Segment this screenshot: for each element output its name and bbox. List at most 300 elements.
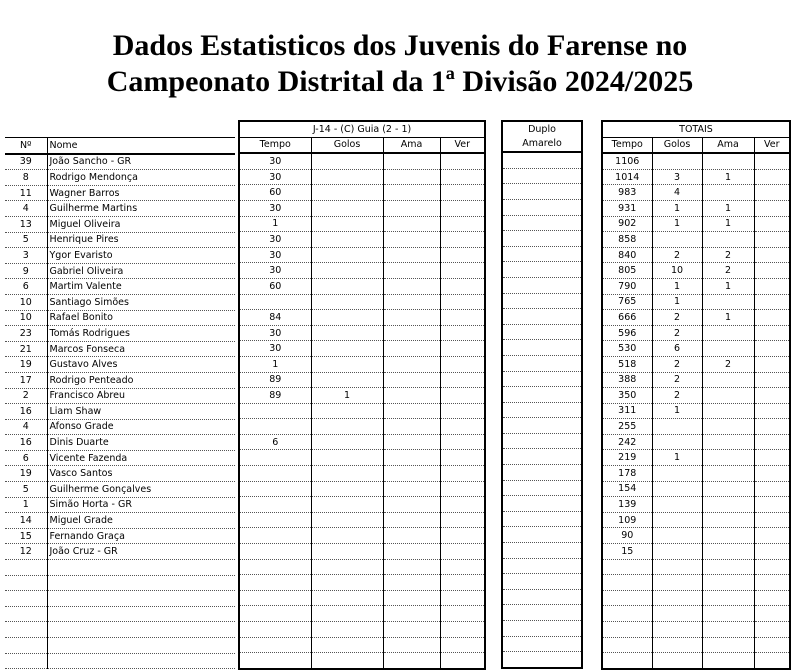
game-ama-cell [383, 544, 440, 560]
empty-cell [440, 559, 485, 575]
game-ver-cell [440, 497, 485, 513]
duplo-cell [502, 324, 582, 340]
total-golos-cell: 6 [652, 341, 702, 357]
game-ver-cell [440, 544, 485, 560]
player-name: Miguel Grade [47, 513, 235, 529]
empty-cell [239, 606, 311, 622]
empty-cell [502, 558, 582, 574]
empty-cell [47, 575, 235, 591]
total-golos-cell: 4 [652, 185, 702, 201]
total-tempo-cell: 805 [602, 263, 652, 279]
empty-row [239, 606, 485, 622]
game-tempo-cell [239, 512, 311, 528]
game-ver-cell [440, 512, 485, 528]
total-ama-cell [702, 294, 754, 310]
game-tempo-cell [239, 403, 311, 419]
empty-cell [702, 575, 754, 591]
total-ver-cell [754, 294, 790, 310]
player-number: 16 [5, 404, 47, 420]
empty-cell [383, 575, 440, 591]
player-number: 11 [5, 185, 47, 201]
empty-cell [440, 590, 485, 606]
empty-cell [47, 591, 235, 607]
total-ver-cell [754, 232, 790, 248]
game-row [239, 341, 485, 357]
player-name: Afonso Grade [47, 419, 235, 435]
duplo-row [502, 355, 582, 371]
player-name: Santiago Simões [47, 294, 235, 310]
total-ama-cell: 1 [702, 310, 754, 326]
players-header-row [5, 138, 235, 154]
player-name: Martim Valente [47, 279, 235, 295]
player-row [5, 294, 235, 310]
game-row [239, 419, 485, 435]
title-line-1: Dados Estatisticos dos Juvenis do Farense no [112, 29, 688, 62]
player-name: Guilherme Martins [47, 201, 235, 217]
totais-header-row [602, 137, 790, 153]
total-golos-cell: 2 [652, 247, 702, 263]
game-ver-cell [440, 356, 485, 372]
game-golos-cell [311, 497, 383, 513]
empty-cell [5, 653, 47, 669]
total-ama-cell: 1 [702, 200, 754, 216]
empty-cell [311, 637, 383, 653]
player-row [5, 435, 235, 451]
empty-cell [502, 589, 582, 605]
empty-row [239, 575, 485, 591]
total-tempo-cell: 154 [602, 481, 652, 497]
total-ver-cell [754, 512, 790, 528]
total-ver-cell [754, 185, 790, 201]
totais-row [602, 263, 790, 279]
game-ama-cell [383, 185, 440, 201]
game-golos-cell [311, 450, 383, 466]
duplo-cell [502, 449, 582, 465]
duplo-row [502, 371, 582, 387]
game-tempo-cell [239, 466, 311, 482]
duplo-cell [502, 231, 582, 247]
game-ama-cell [383, 356, 440, 372]
empty-row [602, 575, 790, 591]
player-number: 16 [5, 435, 47, 451]
player-number: 4 [5, 201, 47, 217]
duplo-amarelo-table [501, 120, 583, 669]
total-ver-cell [754, 200, 790, 216]
empty-row [5, 575, 235, 591]
game-ama-cell [383, 388, 440, 404]
empty-cell [383, 622, 440, 638]
player-name: Dinis Duarte [47, 435, 235, 451]
empty-cell [47, 653, 235, 669]
total-golos-cell: 10 [652, 263, 702, 279]
game-golos-cell [311, 200, 383, 216]
player-row [5, 279, 235, 295]
player-name: Vicente Fazenda [47, 450, 235, 466]
total-golos-cell: 1 [652, 403, 702, 419]
duplo-row [502, 465, 582, 481]
duplo-header-line1: Duplo [528, 123, 556, 135]
empty-row [5, 622, 235, 638]
game-golos-cell [311, 263, 383, 279]
player-number: 15 [5, 528, 47, 544]
duplo-cell [502, 262, 582, 278]
duplo-row [502, 340, 582, 356]
totais-row [602, 232, 790, 248]
game-tempo-cell: 30 [239, 341, 311, 357]
total-ama-cell [702, 544, 754, 560]
player-row [5, 216, 235, 232]
total-ama-cell [702, 512, 754, 528]
empty-cell [602, 575, 652, 591]
game-ver-cell [440, 466, 485, 482]
game-tempo-cell [239, 419, 311, 435]
total-ama-cell [702, 466, 754, 482]
game-ver-cell [440, 528, 485, 544]
empty-row [502, 574, 582, 590]
player-name: Rafael Bonito [47, 310, 235, 326]
totais-row [602, 310, 790, 326]
game-ama-cell [383, 528, 440, 544]
game-ama-cell [383, 434, 440, 450]
empty-cell [440, 637, 485, 653]
game-tempo-cell: 30 [239, 263, 311, 279]
empty-row [502, 605, 582, 621]
total-tempo-cell: 109 [602, 512, 652, 528]
game-ver-cell [440, 278, 485, 294]
game-ver-cell [440, 153, 485, 169]
game-golos-cell [311, 512, 383, 528]
empty-cell [440, 622, 485, 638]
player-name: Simão Horta - GR [47, 497, 235, 513]
total-golos-cell [652, 497, 702, 513]
game-row [239, 153, 485, 169]
total-ver-cell [754, 310, 790, 326]
totais-row [602, 466, 790, 482]
empty-cell [702, 622, 754, 638]
empty-cell [754, 606, 790, 622]
total-ama-cell: 2 [702, 263, 754, 279]
player-row [5, 372, 235, 388]
total-tempo-cell: 790 [602, 278, 652, 294]
empty-cell [754, 590, 790, 606]
duplo-header-line2: Amarelo [502, 137, 582, 153]
empty-cell [440, 606, 485, 622]
duplo-cell [502, 340, 582, 356]
player-row [5, 357, 235, 373]
empty-row [239, 637, 485, 653]
player-row [5, 232, 235, 248]
player-row [5, 419, 235, 435]
players-table [5, 137, 235, 669]
duplo-cell [502, 511, 582, 527]
duplo-cell [502, 355, 582, 371]
game-ver-cell [440, 325, 485, 341]
total-ver-cell [754, 341, 790, 357]
player-row [5, 497, 235, 513]
total-tempo-cell: 518 [602, 356, 652, 372]
total-tempo-cell: 983 [602, 185, 652, 201]
game-row [239, 263, 485, 279]
totais-table [601, 120, 791, 670]
player-number: 1 [5, 497, 47, 513]
empty-row [602, 559, 790, 575]
total-ama-cell [702, 434, 754, 450]
total-golos-cell [652, 544, 702, 560]
game-tempo-cell: 89 [239, 372, 311, 388]
duplo-row [502, 449, 582, 465]
game-tempo-cell [239, 528, 311, 544]
empty-cell [311, 590, 383, 606]
empty-cell [5, 591, 47, 607]
total-tempo-cell: 840 [602, 247, 652, 263]
empty-row [5, 638, 235, 654]
player-number: 13 [5, 216, 47, 232]
game-ama-cell [383, 232, 440, 248]
total-golos-cell [652, 419, 702, 435]
empty-row [502, 636, 582, 652]
total-tempo-cell: 139 [602, 497, 652, 513]
empty-cell [383, 637, 440, 653]
total-golos-cell: 2 [652, 388, 702, 404]
empty-cell [47, 622, 235, 638]
game-tempo-cell: 60 [239, 185, 311, 201]
total-golos-cell: 2 [652, 356, 702, 372]
player-number: 10 [5, 294, 47, 310]
empty-cell [702, 590, 754, 606]
duplo-row [502, 402, 582, 418]
total-golos-cell: 2 [652, 325, 702, 341]
empty-cell [702, 606, 754, 622]
player-row [5, 263, 235, 279]
empty-cell [652, 653, 702, 669]
player-number: 6 [5, 279, 47, 295]
player-number: 8 [5, 170, 47, 186]
game-golos-cell [311, 310, 383, 326]
game-row [239, 450, 485, 466]
player-number: 12 [5, 544, 47, 560]
total-tempo-cell: 902 [602, 216, 652, 232]
empty-row [602, 637, 790, 653]
empty-cell [5, 638, 47, 654]
empty-cell [754, 637, 790, 653]
duplo-row [502, 277, 582, 293]
game-row [239, 247, 485, 263]
empty-cell [239, 622, 311, 638]
empty-cell [311, 575, 383, 591]
totais-row [602, 497, 790, 513]
empty-cell [5, 622, 47, 638]
game-tempo-cell: 89 [239, 388, 311, 404]
empty-row [5, 591, 235, 607]
game-golos-cell [311, 294, 383, 310]
totais-row [602, 450, 790, 466]
empty-cell [383, 653, 440, 669]
player-row [5, 450, 235, 466]
duplo-cell [502, 184, 582, 200]
game-ama-cell [383, 247, 440, 263]
game-tempo-cell: 30 [239, 200, 311, 216]
duplo-cell [502, 277, 582, 293]
empty-cell [47, 606, 235, 622]
empty-cell [311, 622, 383, 638]
totais-row [602, 169, 790, 185]
game-ama-cell [383, 216, 440, 232]
game-golos-cell [311, 278, 383, 294]
total-ver-cell [754, 263, 790, 279]
total-golos-cell [652, 512, 702, 528]
empty-cell [602, 622, 652, 638]
player-row [5, 466, 235, 482]
duplo-cell [502, 293, 582, 309]
game-ama-cell [383, 481, 440, 497]
totais-row [602, 434, 790, 450]
game-tempo-cell: 30 [239, 325, 311, 341]
game-tempo-cell [239, 481, 311, 497]
player-number: 9 [5, 263, 47, 279]
player-row [5, 248, 235, 264]
game-golos-cell [311, 481, 383, 497]
totais-row [602, 512, 790, 528]
game-tempo-cell [239, 450, 311, 466]
empty-cell [502, 621, 582, 637]
game-row [239, 544, 485, 560]
empty-cell [602, 590, 652, 606]
game-header-row [239, 137, 485, 153]
totais-row [602, 294, 790, 310]
game-tempo-cell: 30 [239, 169, 311, 185]
totais-row [602, 481, 790, 497]
game-row [239, 310, 485, 326]
player-name: João Sancho - GR [47, 154, 235, 170]
total-golos-cell [652, 481, 702, 497]
game-row [239, 372, 485, 388]
game-ver-header: Ver [440, 137, 485, 153]
game-golos-cell [311, 419, 383, 435]
player-number: 21 [5, 341, 47, 357]
total-tempo-cell: 388 [602, 372, 652, 388]
game-ver-cell [440, 232, 485, 248]
player-name: Ygor Evaristo [47, 248, 235, 264]
game-ama-cell [383, 497, 440, 513]
totais-row [602, 419, 790, 435]
duplo-row [502, 293, 582, 309]
duplo-row [502, 152, 582, 168]
totais-row [602, 216, 790, 232]
empty-cell [702, 637, 754, 653]
game-ver-cell [440, 403, 485, 419]
duplo-cell [502, 371, 582, 387]
game-ver-cell [440, 247, 485, 263]
game-ver-cell [440, 294, 485, 310]
total-tempo-cell: 1014 [602, 169, 652, 185]
duplo-row [502, 511, 582, 527]
game-golos-cell [311, 372, 383, 388]
duplo-cell [502, 433, 582, 449]
totais-row [602, 185, 790, 201]
game-ver-cell [440, 216, 485, 232]
game-golos-cell [311, 247, 383, 263]
game-row [239, 185, 485, 201]
player-row [5, 528, 235, 544]
player-number: 6 [5, 450, 47, 466]
total-ama-header: Ama [702, 137, 754, 153]
total-tempo-cell: 931 [602, 200, 652, 216]
player-name: Tomás Rodrigues [47, 326, 235, 342]
player-name: Rodrigo Mendonça [47, 170, 235, 186]
empty-cell [502, 574, 582, 590]
empty-cell [383, 559, 440, 575]
total-ama-cell: 1 [702, 216, 754, 232]
duplo-cell [502, 168, 582, 184]
empty-cell [602, 637, 652, 653]
total-ver-cell [754, 419, 790, 435]
empty-row [602, 653, 790, 669]
empty-cell [652, 590, 702, 606]
game-golos-cell [311, 169, 383, 185]
duplo-cell [502, 496, 582, 512]
game-ama-cell [383, 372, 440, 388]
game-row [239, 216, 485, 232]
game-golos-cell [311, 341, 383, 357]
player-row [5, 154, 235, 170]
empty-row [5, 653, 235, 669]
name-header: Nome [47, 138, 235, 154]
total-ver-cell [754, 528, 790, 544]
game-golos-cell [311, 153, 383, 169]
player-number: 19 [5, 357, 47, 373]
game-row [239, 294, 485, 310]
game-tempo-header: Tempo [239, 137, 311, 153]
total-ama-cell: 2 [702, 356, 754, 372]
game-ama-cell [383, 419, 440, 435]
total-golos-cell: 3 [652, 169, 702, 185]
total-ver-cell [754, 434, 790, 450]
game-golos-cell [311, 216, 383, 232]
total-ver-header: Ver [754, 137, 790, 153]
total-golos-cell [652, 528, 702, 544]
title-line-2: Campeonato Distrital da 1ª Divisão 2024/2025 [106, 65, 694, 98]
total-tempo-cell: 765 [602, 294, 652, 310]
game-row [239, 356, 485, 372]
duplo-row [502, 480, 582, 496]
empty-cell [440, 575, 485, 591]
player-name: Gustavo Alves [47, 357, 235, 373]
total-tempo-cell: 178 [602, 466, 652, 482]
total-ver-cell [754, 325, 790, 341]
empty-cell [754, 575, 790, 591]
game-golos-cell [311, 544, 383, 560]
total-ama-cell: 2 [702, 247, 754, 263]
empty-cell [652, 637, 702, 653]
game-golos-cell [311, 185, 383, 201]
game-table [238, 120, 486, 670]
game-ver-cell [440, 434, 485, 450]
duplo-row [502, 418, 582, 434]
empty-cell [602, 653, 652, 669]
totais-row [602, 372, 790, 388]
duplo-cell [502, 418, 582, 434]
duplo-cell [502, 309, 582, 325]
duplo-cell [502, 543, 582, 559]
game-ama-cell [383, 466, 440, 482]
totais-row [602, 544, 790, 560]
total-ama-cell [702, 388, 754, 404]
totais-row [602, 200, 790, 216]
total-ama-cell [702, 528, 754, 544]
empty-row [502, 558, 582, 574]
empty-cell [311, 559, 383, 575]
total-ama-cell [702, 450, 754, 466]
